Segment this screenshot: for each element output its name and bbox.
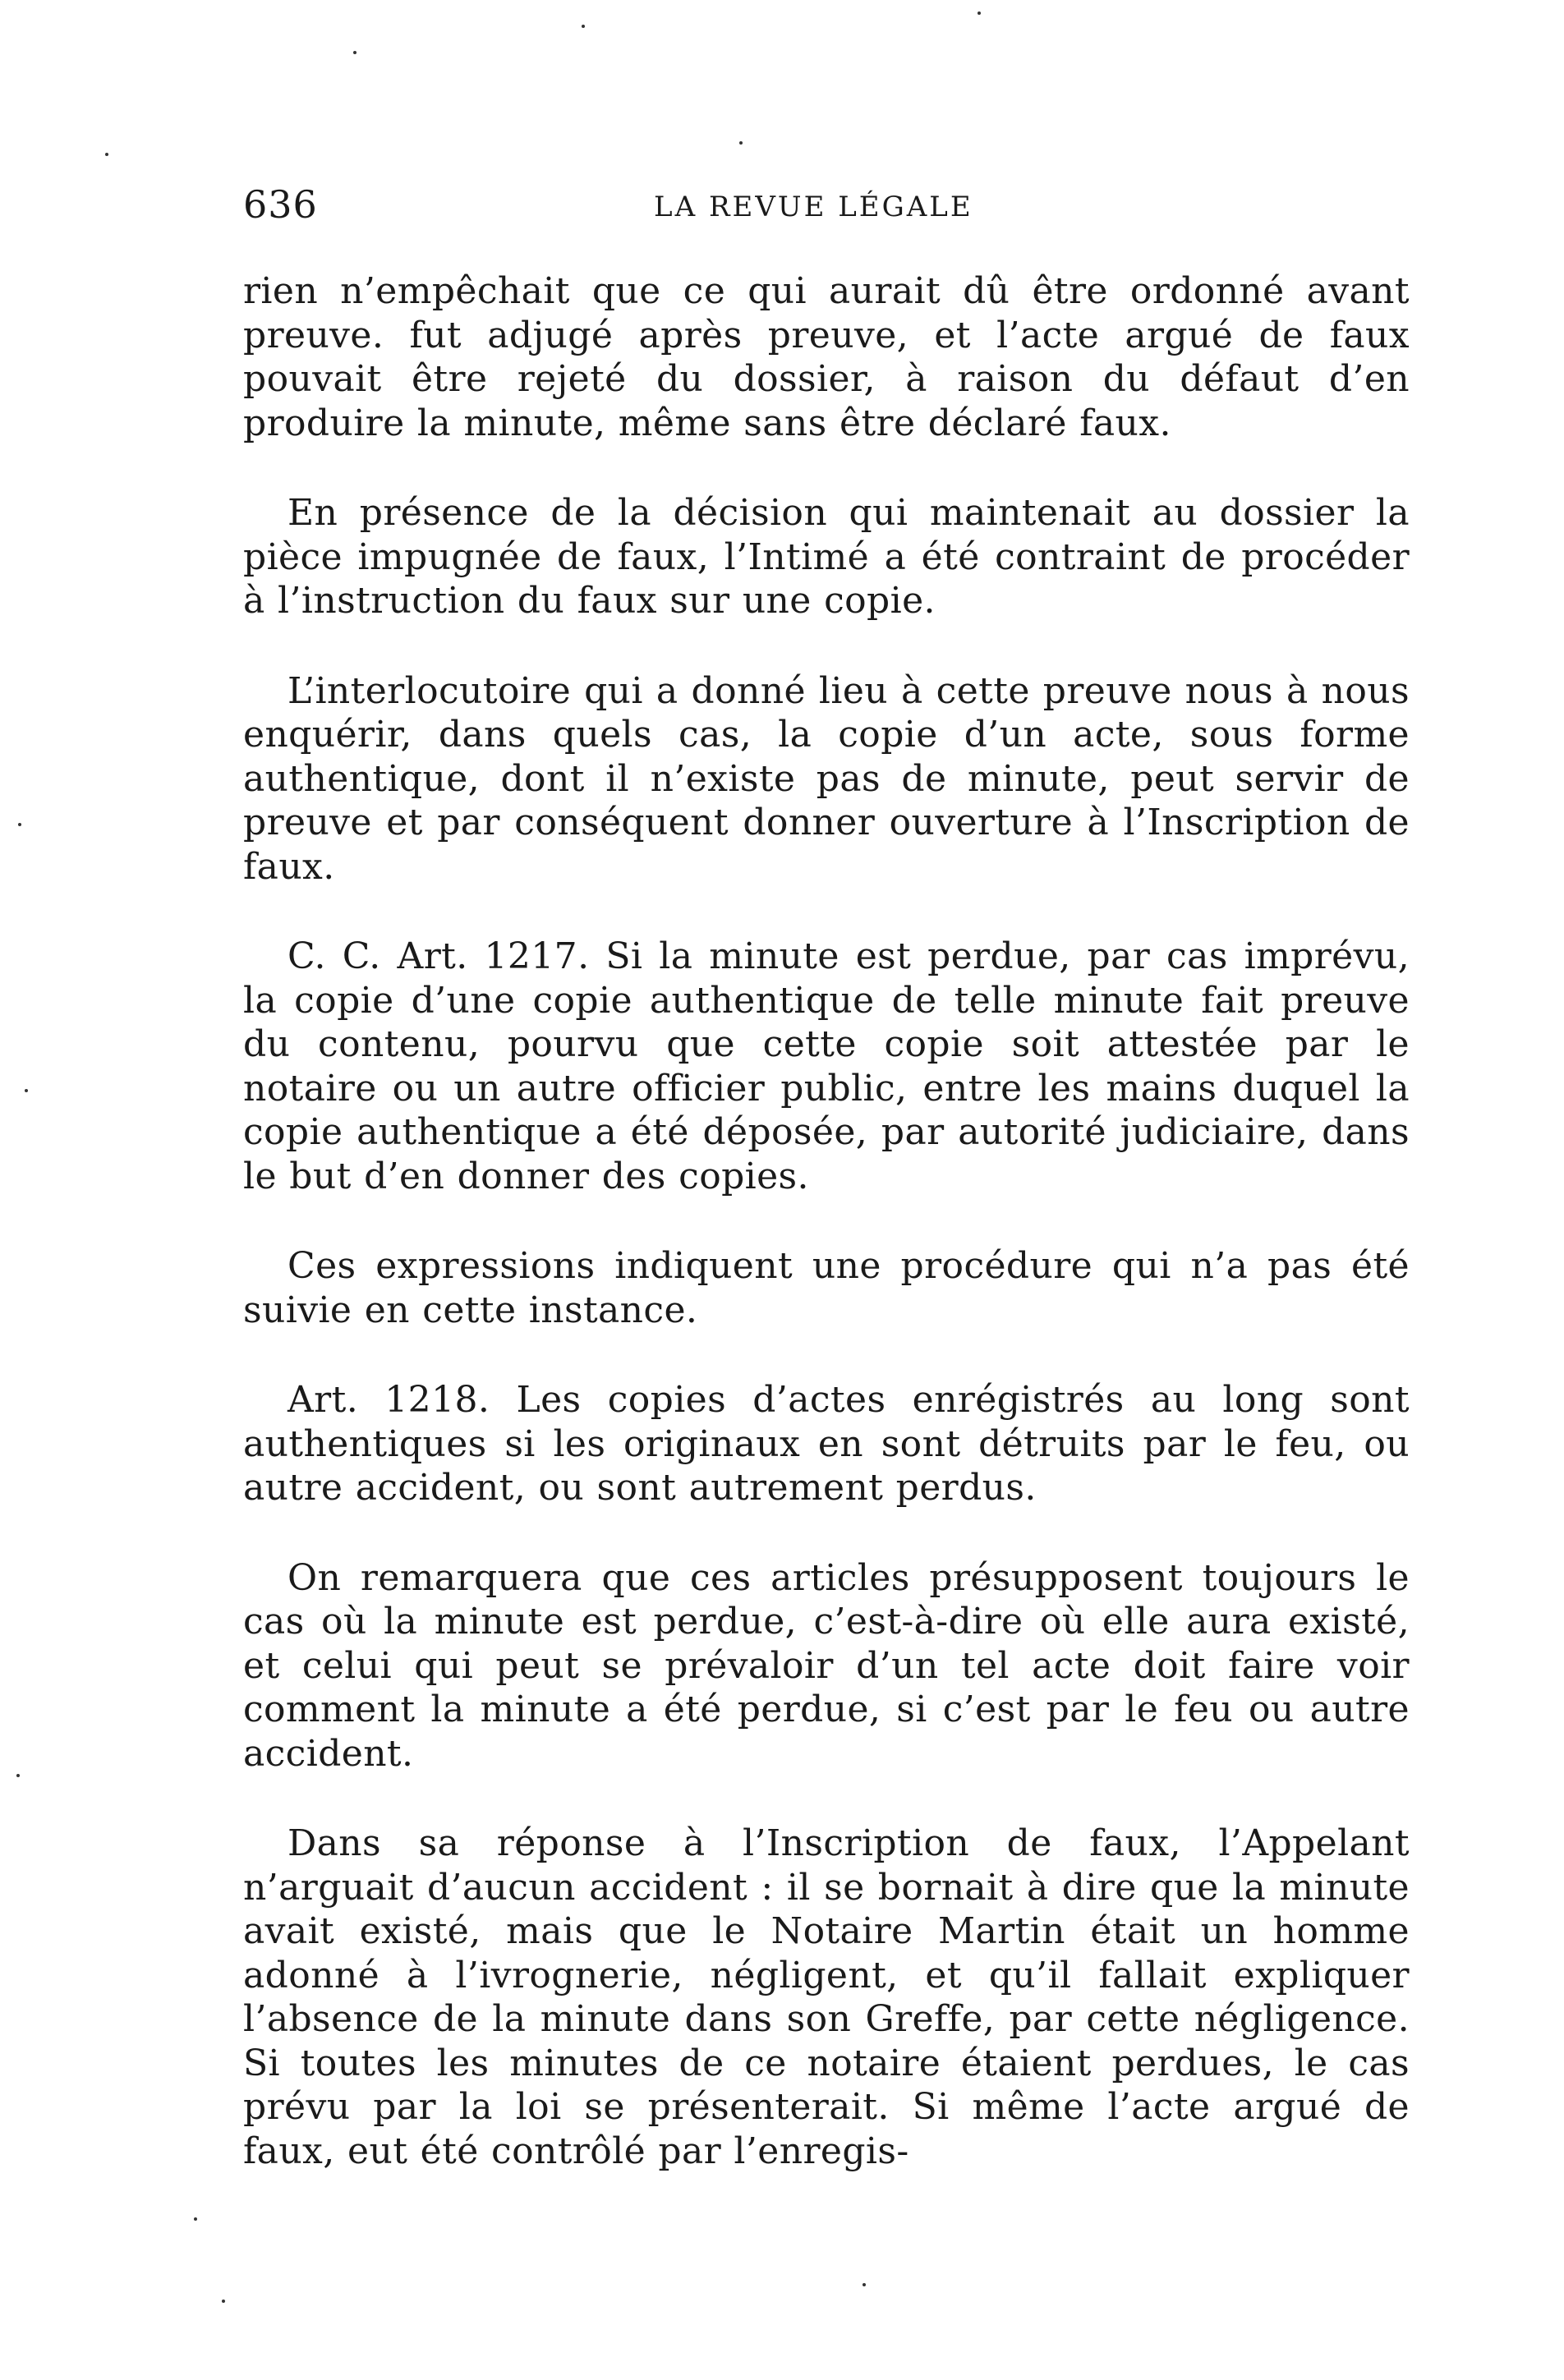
page-header	[243, 182, 1410, 232]
page-number: 636	[243, 182, 318, 227]
paragraph-5: Ces expressions indiquent une procédure qui n’a pas été suivie en cette instance.	[243, 1245, 1410, 1331]
body-text	[243, 269, 1410, 2173]
scan-speck	[222, 2300, 225, 2303]
paragraph-4-article-1217: C. C. Art. 1217. Si la minute est perdue, par cas imprévu, la copie d’une copie authentique de telle minute fait preuve du contenu, pourvu que cette copie soit attestée par le notaire ou un autre officier public, entre les mains duquel la copie authentique a été déposée, par autorité judiciaire, dans le but d’en donner des copies.	[243, 935, 1410, 1197]
paragraph-7: On remarquera que ces articles présupposent toujours le cas où la minute est perdue, c’est-à-dire où elle aura existé, et celui qui peut se prévaloir d’un tel acte doit faire voir comment la minute a été perdue, si c’est par le feu ou autre accident.	[243, 1556, 1410, 1775]
scan-speck	[16, 1774, 20, 1777]
paragraph-3: L’interlocutoire qui a donné lieu à cette preuve nous à nous enquérir, dans quels cas, la copie d’un acte, sous forme authentique, dont il n’existe pas de minute, peut servir de preuve et par conséquent donner ouverture à l’Inscription de faux.	[243, 669, 1410, 888]
scan-speck	[194, 2217, 197, 2221]
paragraph-8: Dans sa réponse à l’Inscription de faux, l’Appelant n’arguait d’aucun accident : il se bornait à dire que la minute avait existé, mais que le Notaire Martin était un homme adonné à l’ivrognerie, négligent, et qu’il fallait expliquer l’absence de la minute dans son Greffe, par cette négligence. Si toutes les minutes de ce notaire étaient perdues, le cas prévu par la loi se présenterait. Si même l’acte argué de faux, eut été contrôlé par l’enregis-	[243, 1822, 1410, 2172]
scan-speck	[25, 1089, 28, 1092]
scan-speck	[978, 11, 981, 15]
paragraph-2: En présence de la décision qui maintenait au dossier la pièce impugnée de faux, l’Intimé a été contraint de procéder à l’instruction du faux sur une copie.	[243, 492, 1410, 622]
scan-speck	[18, 823, 21, 826]
scan-speck	[105, 153, 108, 156]
paragraph-1: rien n’empêchait que ce qui aurait dû être ordonné avant preuve. fut adjugé après preuve, et l’acte argué de faux pouvait être rejeté du dossier, à raison du défaut d’en produire la minute, même sans être déclaré faux.	[243, 270, 1410, 444]
scan-speck	[739, 141, 743, 145]
scan-speck	[862, 2283, 866, 2286]
scan-speck	[353, 51, 356, 54]
paragraph-6-article-1218: Art. 1218. Les copies d’actes enrégistrés au long sont authentiques si les originaux en sont détruits par le feu, ou autre accident, ou sont autrement perdus.	[243, 1379, 1410, 1509]
scan-speck	[582, 25, 585, 28]
running-title: LA REVUE LÉGALE	[654, 191, 973, 223]
